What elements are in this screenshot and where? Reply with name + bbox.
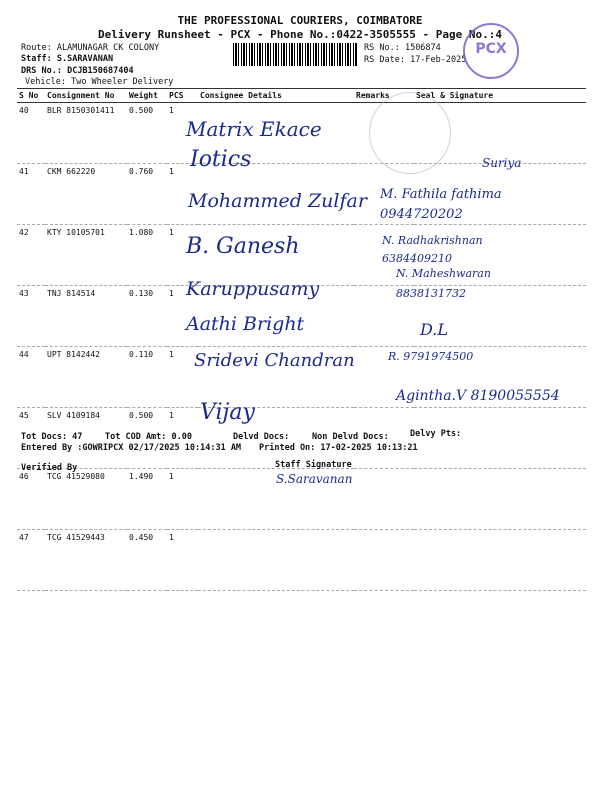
cell-consignment: SLV 4109184 xyxy=(45,408,127,469)
cell-consignment: BLR 8150301411 xyxy=(45,103,127,164)
cell-seal xyxy=(414,469,586,530)
cell-weight: 0.760 xyxy=(127,164,167,225)
col-sno: S No xyxy=(17,89,45,103)
cell-sno: 47 xyxy=(17,530,45,591)
tot-cod-amt: Tot COD Amt: 0.00 xyxy=(105,432,192,442)
col-seal: Seal & Signature xyxy=(414,89,586,103)
cell-sno: 45 xyxy=(17,408,45,469)
table-row xyxy=(17,530,586,591)
entered-by: Entered By :GOWRIPCX 02/17/2025 10:14:31 AM xyxy=(21,443,242,453)
cell-weight: 0.130 xyxy=(127,286,167,347)
handwritten-signature: R. 9791974500 xyxy=(388,350,474,363)
handwritten-signature: Suriya xyxy=(482,156,522,170)
cell-pcs: 1 xyxy=(167,286,198,347)
delvd-docs: Delvd Docs: xyxy=(233,432,290,442)
vehicle-value: Two Wheeler Delivery xyxy=(71,77,174,87)
col-remarks: Remarks xyxy=(354,89,414,103)
cell-sno: 40 xyxy=(17,103,45,164)
cell-remarks xyxy=(354,469,414,530)
cell-pcs: 1 xyxy=(167,469,198,530)
runsheet-subtitle: Delivery Runsheet - PCX - Phone No.:0422-3505555 - Page No.:4 xyxy=(98,28,502,41)
rs-date-value: 17-Feb-2025 xyxy=(410,55,467,65)
vehicle-line: Vehicle: Two Wheeler Delivery xyxy=(25,77,174,87)
cell-pcs: 1 xyxy=(167,225,198,286)
handwritten-consignee: Matrix Ekace xyxy=(186,117,322,141)
cell-sno: 41 xyxy=(17,164,45,225)
col-consignee: Consignee Details xyxy=(198,89,354,103)
staff-value: S.SARAVANAN xyxy=(56,54,114,64)
handwritten-signature: N. Maheshwaran 8838131732 xyxy=(396,267,491,300)
handwritten-consignee: B. Ganesh xyxy=(186,234,300,259)
verified-by-label: Verified By xyxy=(21,463,78,473)
cell-pcs: 1 xyxy=(167,164,198,225)
cell-remarks xyxy=(354,530,414,591)
cell-sno: 46 xyxy=(17,469,45,530)
delivery-seal-stamp xyxy=(369,92,451,174)
cell-seal xyxy=(414,530,586,591)
handwritten-signature: Agintha.V 8190055554 xyxy=(396,388,560,404)
drs-value: DCJB150687404 xyxy=(67,66,134,76)
cell-sno: 43 xyxy=(17,286,45,347)
cell-consignment: KTY 10105701 xyxy=(45,225,127,286)
cell-pcs: 1 xyxy=(167,347,198,408)
route-value: ALAMUNAGAR CK COLONY xyxy=(56,43,160,53)
col-consignment: Consignment No xyxy=(45,89,127,103)
handwritten-signature: N. Radhakrishnan 6384409210 xyxy=(382,234,483,265)
non-delvd-docs: Non Delvd Docs: xyxy=(312,432,389,442)
handwritten-consignee: Mohammed Zulfar xyxy=(188,190,367,212)
cell-sno: 42 xyxy=(17,225,45,286)
handwritten-signature: M. Fathila fathima 0944720202 xyxy=(380,187,502,222)
col-weight: Weight xyxy=(127,89,167,103)
staff-line: Staff: S.SARAVANAN xyxy=(21,54,114,64)
rs-no-line: RS No.: 1506874 xyxy=(364,43,441,53)
staff-signature-label: Staff Signature xyxy=(275,460,352,470)
route-line: Route: ALAMUNAGAR CK COLONY xyxy=(21,43,160,53)
cell-pcs: 1 xyxy=(167,530,198,591)
col-pcs: PCS xyxy=(167,89,198,103)
cell-weight: 0.110 xyxy=(127,347,167,408)
cell-weight: 1.080 xyxy=(127,225,167,286)
handwritten-consignee: Vijay xyxy=(200,400,255,425)
handwritten-signature: D.L xyxy=(420,320,448,339)
cell-consignment: TCG 41529080 xyxy=(45,469,127,530)
barcode-image xyxy=(233,43,357,66)
cell-consignment: TCG 41529443 xyxy=(45,530,127,591)
handwritten-consignee: Iotics xyxy=(190,147,252,172)
cell-consignment: TNJ 814514 xyxy=(45,286,127,347)
cell-weight: 0.500 xyxy=(127,408,167,469)
cell-pcs: 1 xyxy=(167,103,198,164)
rs-no-value: 1506874 xyxy=(404,43,441,53)
cell-weight: 0.450 xyxy=(127,530,167,591)
tot-docs: Tot Docs: 47 xyxy=(21,432,83,442)
cell-weight: 0.500 xyxy=(127,103,167,164)
handwritten-consignee: Aathi Bright xyxy=(186,313,305,335)
drs-line: DRS No.: DCJB150687404 xyxy=(21,66,134,76)
cell-weight: 1.490 xyxy=(127,469,167,530)
handwritten-consignee: Karuppusamy xyxy=(186,278,320,300)
pcx-stamp: PCX xyxy=(463,23,519,79)
cell-consignment: UPT 8142442 xyxy=(45,347,127,408)
table-header-row xyxy=(17,89,586,103)
cell-sno: 44 xyxy=(17,347,45,408)
delvy-pts: Delvy Pts: xyxy=(410,429,462,439)
company-title: THE PROFESSIONAL COURIERS, COIMBATORE xyxy=(177,14,423,27)
cell-consignment: CKM 662220 xyxy=(45,164,127,225)
printed-on: Printed On: 17-02-2025 10:13:21 xyxy=(259,443,418,453)
handwritten-staff-signature: S.Saravanan xyxy=(276,472,353,486)
rs-date-line: RS Date: 17-Feb-2025 xyxy=(364,55,467,65)
cell-consignee xyxy=(198,530,354,591)
handwritten-consignee: Sridevi Chandran xyxy=(194,350,355,371)
cell-pcs: 1 xyxy=(167,408,198,469)
